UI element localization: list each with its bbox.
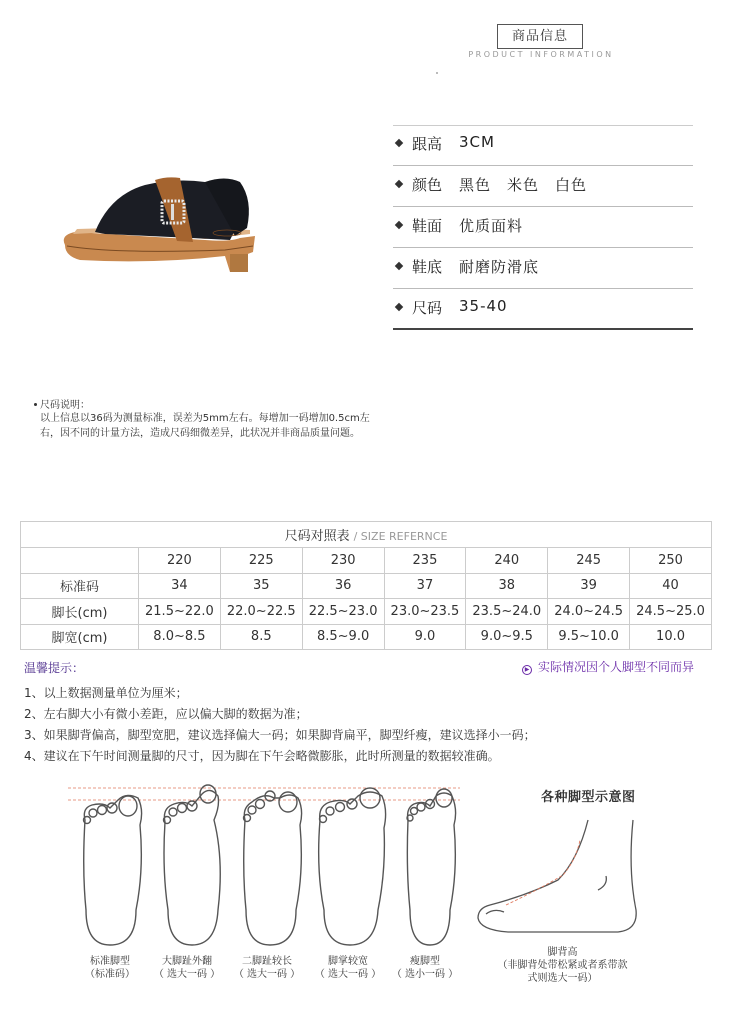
spec-value: 黑色 米色 白色 bbox=[459, 176, 588, 194]
foot-types-diagram bbox=[60, 780, 480, 955]
diamond-bullet-icon bbox=[395, 262, 403, 270]
table-title-row bbox=[21, 522, 712, 548]
spec-row-sole bbox=[393, 248, 693, 289]
table-header-cell: 240 bbox=[466, 548, 548, 574]
table-header-cell bbox=[21, 548, 139, 574]
table-row bbox=[21, 573, 712, 599]
table-cell: 38 bbox=[466, 573, 548, 599]
tip-item: 2、左右脚大小有微小差距，应以偏大脚的数据为准； bbox=[24, 707, 308, 721]
foot-outline-standard bbox=[84, 795, 142, 945]
instep-note: （非脚背处带松紧或者系带款式则选大一码） bbox=[497, 960, 628, 984]
table-header-cell: 230 bbox=[302, 548, 384, 574]
spec-row-heel-height bbox=[393, 125, 693, 166]
diamond-bullet-icon bbox=[395, 303, 403, 311]
table-cell: 39 bbox=[548, 573, 630, 599]
foot-type-name: 二脚趾较长 bbox=[242, 956, 292, 967]
table-cell: 10.0 bbox=[630, 624, 712, 650]
instep-label: 脚背高 bbox=[547, 947, 578, 958]
table-row-label: 脚宽(cm) bbox=[21, 624, 139, 650]
table-cell: 22.5~23.0 bbox=[302, 599, 384, 625]
table-row-label: 标准码 bbox=[21, 573, 139, 599]
foot-type-name: 瘦脚型 bbox=[410, 956, 440, 967]
foot-type-advice: （ 选小一码 ） bbox=[391, 969, 459, 980]
foot-type-advice: （ 选大一码 ） bbox=[314, 969, 382, 980]
table-cell: 9.0~9.5 bbox=[466, 624, 548, 650]
foot-type-name: 脚掌较宽 bbox=[328, 956, 368, 967]
table-row bbox=[21, 599, 712, 625]
foot-type-name: 大脚趾外翻 bbox=[162, 956, 212, 967]
table-header-cell: 225 bbox=[220, 548, 302, 574]
table-cell: 40 bbox=[630, 573, 712, 599]
foot-type-slim bbox=[380, 955, 470, 981]
table-cell: 23.5~24.0 bbox=[466, 599, 548, 625]
table-cell: 9.0 bbox=[384, 624, 466, 650]
size-reference-table bbox=[20, 521, 712, 650]
spec-label: 鞋底 bbox=[412, 258, 443, 276]
spec-row-upper bbox=[393, 207, 693, 248]
table-row bbox=[21, 624, 712, 650]
table-title bbox=[21, 522, 712, 548]
foot-side-view bbox=[468, 810, 648, 940]
spec-row-size bbox=[393, 289, 693, 330]
spec-value: 35-40 bbox=[459, 297, 508, 315]
table-cell: 34 bbox=[139, 573, 221, 599]
diamond-bullet-icon bbox=[395, 221, 403, 229]
tip-item: 3、如果脚背偏高，脚型宽肥，建议选择偏大一码；如果脚背扁平，脚型纤瘦，建议选择小一码； bbox=[24, 728, 536, 742]
table-cell: 24.0~24.5 bbox=[548, 599, 630, 625]
product-info-subtitle: PRODUCT INFORMATION bbox=[468, 50, 614, 59]
table-header-cell: 250 bbox=[630, 548, 712, 574]
table-cell: 36 bbox=[302, 573, 384, 599]
spec-value: 耐磨防滑底 bbox=[459, 258, 540, 276]
table-header-cell: 245 bbox=[548, 548, 630, 574]
table-cell: 24.5~25.0 bbox=[630, 599, 712, 625]
table-cell: 9.5~10.0 bbox=[548, 624, 630, 650]
table-cell: 22.0~22.5 bbox=[220, 599, 302, 625]
product-info-title: 商品信息 bbox=[497, 24, 583, 49]
size-note-text: 以上信息以36码为测量标准，误差为5mm左右。每增加一码增加0.5cm左右，因不同的计量方法，造成尺码细微差异，此状况并非商品质量问题。 bbox=[40, 413, 370, 439]
table-cell: 8.0~8.5 bbox=[139, 624, 221, 650]
foot-type-advice: （ 选大一码 ） bbox=[153, 969, 221, 980]
foot-outline-bunion bbox=[164, 785, 221, 945]
spec-label: 颜色 bbox=[412, 176, 443, 194]
foot-type-long-second-toe bbox=[222, 955, 312, 981]
foot-side-caption bbox=[495, 946, 630, 985]
play-circle-icon: ▶ bbox=[522, 665, 532, 675]
tips-individual-note bbox=[522, 658, 694, 675]
spec-value: 3CM bbox=[459, 133, 495, 151]
tips-title: 温馨提示： bbox=[24, 661, 85, 675]
sandal-product-image bbox=[55, 160, 270, 275]
table-title-en: / SIZE REFERNCE bbox=[353, 530, 448, 543]
size-note-title: 尺码说明： bbox=[40, 400, 90, 411]
dot-bullet-icon bbox=[34, 403, 37, 406]
tips-individual-note-text: 实际情况因个人脚型不同而异 bbox=[538, 660, 695, 674]
diamond-bullet-icon bbox=[395, 139, 403, 147]
foot-outline-long-second-toe bbox=[244, 791, 302, 945]
table-cell: 35 bbox=[220, 573, 302, 599]
foot-type-advice: （标准码） bbox=[85, 969, 135, 980]
table-cell: 37 bbox=[384, 573, 466, 599]
tip-item: 1、以上数据测量单位为厘米； bbox=[24, 686, 188, 700]
diamond-bullet-icon bbox=[395, 180, 403, 188]
spec-label: 尺码 bbox=[412, 299, 443, 317]
table-cell: 8.5 bbox=[220, 624, 302, 650]
tip-item: 4、建议在下午时间测量脚的尺寸，因为脚在下午会略微膨胀，此时所测量的数据较准确。 bbox=[24, 749, 500, 763]
foot-type-advice: （ 选大一码 ） bbox=[233, 969, 301, 980]
foot-type-bunion bbox=[142, 955, 232, 981]
decorative-dot bbox=[436, 72, 438, 74]
table-cell: 23.0~23.5 bbox=[384, 599, 466, 625]
table-header-cell: 220 bbox=[139, 548, 221, 574]
spec-value: 优质面料 bbox=[459, 217, 524, 235]
foot-outline-slim bbox=[407, 789, 456, 945]
table-cell: 8.5~9.0 bbox=[302, 624, 384, 650]
table-header-row bbox=[21, 548, 712, 574]
spec-label: 跟高 bbox=[412, 135, 443, 153]
spec-row-color bbox=[393, 166, 693, 207]
foot-outline-wide-forefoot bbox=[319, 788, 386, 945]
table-title-cn: 尺码对照表 bbox=[284, 529, 350, 544]
foot-type-name: 标准脚型 bbox=[90, 956, 130, 967]
spec-label: 鞋面 bbox=[412, 217, 443, 235]
table-row-label: 脚长(cm) bbox=[21, 599, 139, 625]
table-cell: 21.5~22.0 bbox=[139, 599, 221, 625]
table-header-cell: 235 bbox=[384, 548, 466, 574]
foot-diagram-title: 各种脚型示意图 bbox=[541, 790, 636, 805]
